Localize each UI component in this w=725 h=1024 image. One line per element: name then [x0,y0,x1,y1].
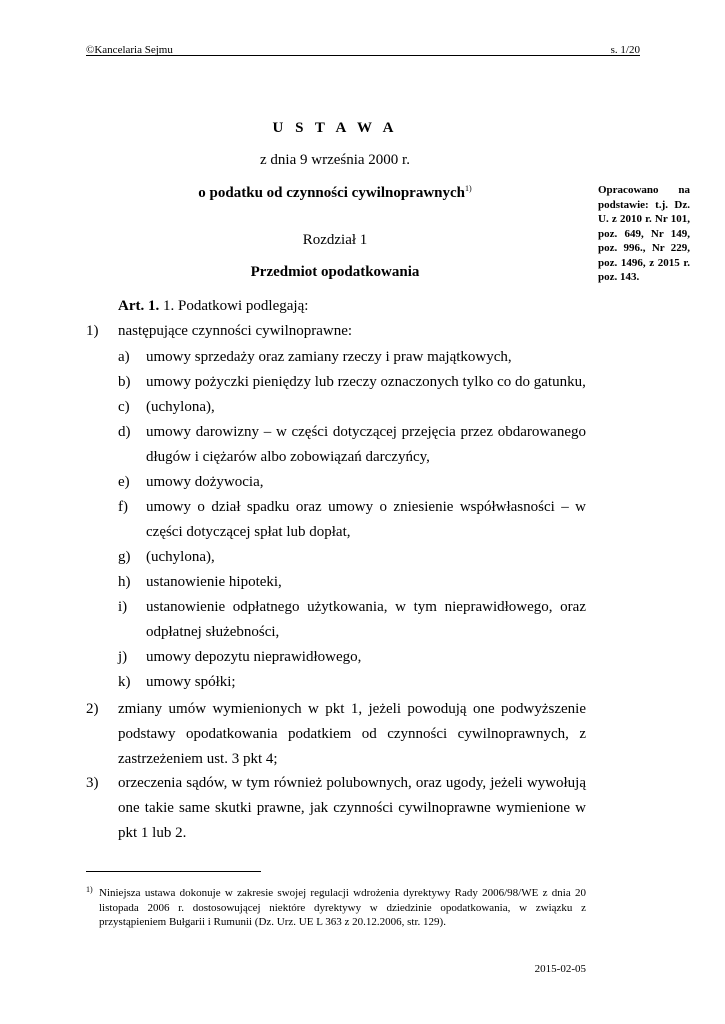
subitem-text: (uchylona), [146,399,215,415]
subitem-letter: b) [118,374,131,390]
article-1-heading [118,294,588,319]
chapter-heading: Rozdział 1 [302,232,368,248]
subitem-text: (uchylona), [146,549,215,565]
subitem-text: umowy o dział spadku oraz umowy o zniesienie współwłasności – w części dotyczącej spłat lub dopłat, [146,499,586,540]
subitem-letter: j) [118,649,128,665]
header-source: ©Kancelaria Sejmu [86,44,173,56]
item-text: następujące czynności cywilnoprawne: [118,323,353,339]
subitem-letter: f) [118,499,128,515]
subitem-letter: c) [118,399,130,415]
footnote [86,886,586,930]
subitem-text: umowy spółki; [146,674,236,690]
subitem-text: ustanowienie hipoteki, [146,574,282,590]
subitem-text: umowy sprzedaży oraz zamiany rzeczy i praw majątkowych, [146,349,512,365]
item-number: 3) [86,775,99,791]
consolidation-note: Opracowano na podstawie: t.j. Dz. U. z 2010 r. Nr 101, poz. 649, Nr 149, poz. 996., Nr 229, poz. 1496, z 2015 r. poz. 143. [598,184,690,283]
footnote-text: Niniejsza ustawa dokonuje w zakresie swojej regulacji wdrożenia dyrektywy Rady 2006/98/WE z dnia 20 listopada 2006 r. dostosowującej niektóre dyrektywy w dziedzinie opodatkowania, w związku z przystąpieniem Bułgarii i Rumunii (Dz. Urz. UE L 363 z 20.12.2006, str. 129). [99,887,586,928]
subitem-letter: g) [118,549,131,565]
subitem-text: umowy darowizny – w części dotyczącej przejęcia przez obdarowanego długów i ciężarów albo zobowiązań darczyńcy, [146,424,586,465]
header-divider [86,55,640,56]
page-number: s. 1/20 [610,44,640,56]
item-text: zmiany umów wymienionych w pkt 1, jeżeli powodują one podwyższenie podstawy opodatkowania podatkiem od czynności cywilnoprawnych, z zastrzeżeniem ust. 3 pkt 4; [118,701,586,767]
subitem-text: ustanowienie odpłatnego użytkowania, w tym nieprawidłowego, oraz odpłatnej służebności, [146,599,586,640]
footnote-divider [86,871,261,872]
subitem-letter: i) [118,599,128,615]
subitem-letter: e) [118,474,130,490]
subitem-letter: k) [118,674,131,690]
document-date: z dnia 9 września 2000 r. [260,152,410,168]
subitem-letter: d) [118,424,131,440]
footnote-mark: 1) [86,885,93,894]
item-number: 1) [86,323,99,339]
document-subject [86,184,584,202]
article-label: Art. 1. [118,298,160,314]
subitem-text: umowy dożywocia, [146,474,264,490]
subitem-letter: h) [118,574,131,590]
chapter-title: Przedmiot opodatkowania [250,264,420,280]
footnote-reference[interactable]: 1) [465,184,472,193]
item-text: orzeczenia sądów, w tym również polubownych, oraz ugody, jeżeli wywołują one takie same skutki prawne, jak czynności cywilnoprawne wymienione w pkt 1 lub 2. [118,775,586,841]
subitem-text: umowy pożyczki pieniędzy lub rzeczy oznaczonych tylko co do gatunku, [146,374,586,390]
item-number: 2) [86,701,99,717]
article-intro: 1. Podatkowi podlegają: [163,298,309,314]
subitem-letter: a) [118,349,130,365]
footer-date: 2015-02-05 [534,963,586,975]
subitem-text: umowy depozytu nieprawidłowego, [146,649,362,665]
subject-text: o podatku od czynności cywilnoprawnych [198,185,466,201]
document-title: U S T A W A [272,120,398,136]
